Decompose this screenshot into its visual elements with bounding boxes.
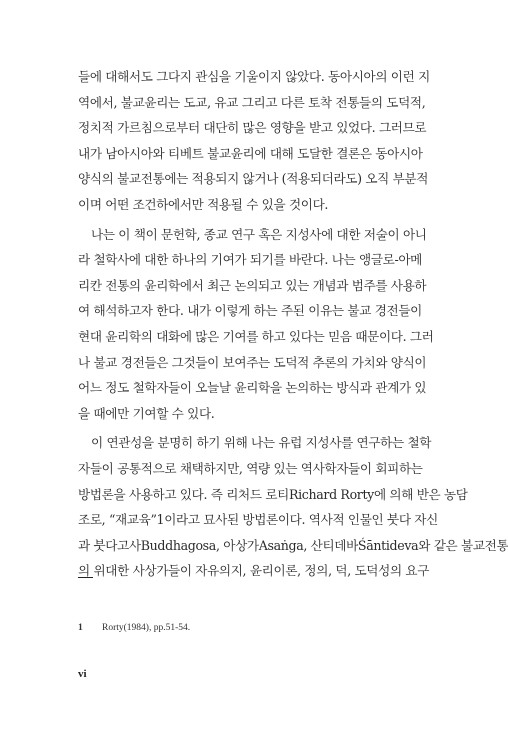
footnote <box>78 623 190 633</box>
page-number: vi <box>78 668 87 680</box>
paragraph-1 <box>78 64 430 218</box>
text-line: 조로, “재교육”1이라고 묘사된 방법론이다. 역사적 인물인 붓다 자신 <box>78 512 438 528</box>
footnote-text: Rorty(1984), pp.51-54. <box>102 623 191 633</box>
text-line: 이며 어떤 조건하에서만 적용될 수 있을 것이다. <box>78 196 329 212</box>
text-line: 나 불교 경전들은 그것들이 보여주는 도덕적 추론의 가치와 양식이 <box>78 354 427 370</box>
paragraph-2 <box>78 222 434 427</box>
text-line: 이 연관성을 분명히 하기 위해 나는 유럽 지성사를 연구하는 철학 <box>91 435 432 451</box>
paragraph-3 <box>78 430 508 584</box>
text-line: 정치적 가르침으로부터 대단히 많은 영향을 받고 있었다. 그러므로 <box>78 120 427 136</box>
text-line: 리칸 전통의 윤리학에서 최근 논의되고 있는 개념과 범주를 사용하 <box>78 277 427 293</box>
text-line: 자들이 공통적으로 채택하지만, 역량 있는 역사학자들이 회피하는 <box>78 460 423 476</box>
text-line: 여 해석하고자 한다. 내가 이렇게 하는 주된 이유는 불교 경전들이 <box>78 303 422 319</box>
text-line: 어느 정도 철학자들이 오늘날 윤리학을 논의하는 방식과 관계가 있 <box>78 380 427 396</box>
footnote-rule <box>78 577 93 578</box>
text-line: 들에 대해서도 그다지 관심을 기울이지 않았다. 동아시아의 이런 지 <box>78 69 430 84</box>
text-line: 양식의 불교전통에는 적용되지 않거나 (적용되더라도) 오직 부분적 <box>78 171 429 187</box>
text-line: 현대 윤리학의 대화에 많은 기여를 하고 있다는 믿음 때문이다. 그러 <box>78 328 434 344</box>
text-line: 내가 남아시아와 티베트 불교윤리에 대해 도달한 결론은 동아시아 <box>78 145 423 161</box>
text-line: 역에서, 불교윤리는 도교, 유교 그리고 다른 토착 전통들의 도덕적, <box>78 94 426 110</box>
text-line: 나는 이 책이 문헌학, 종교 연구 혹은 지성사에 대한 저술이 아니 <box>91 226 427 242</box>
text-line: 라 철학사에 대한 하나의 기여가 되기를 바란다. 나는 앵글로-아메 <box>78 252 422 268</box>
text-line: 을 때에만 기여할 수 있다. <box>78 405 215 421</box>
text-line: 의 위대한 사상가들이 자유의지, 윤리이론, 정의, 덕, 도덕성의 요구 <box>78 563 430 579</box>
text-line: 방법론을 사용하고 있다. 즉 리처드 로티Richard Rorty에 의해 반은 농담 <box>78 486 468 502</box>
body-text <box>78 64 508 584</box>
text-line: 과 붓다고사Buddhagosa, 아상가Asaṅga, 산티데바Śāntideva와 같은 불교전통 <box>78 537 508 553</box>
footnote-number: 1 <box>78 623 83 633</box>
